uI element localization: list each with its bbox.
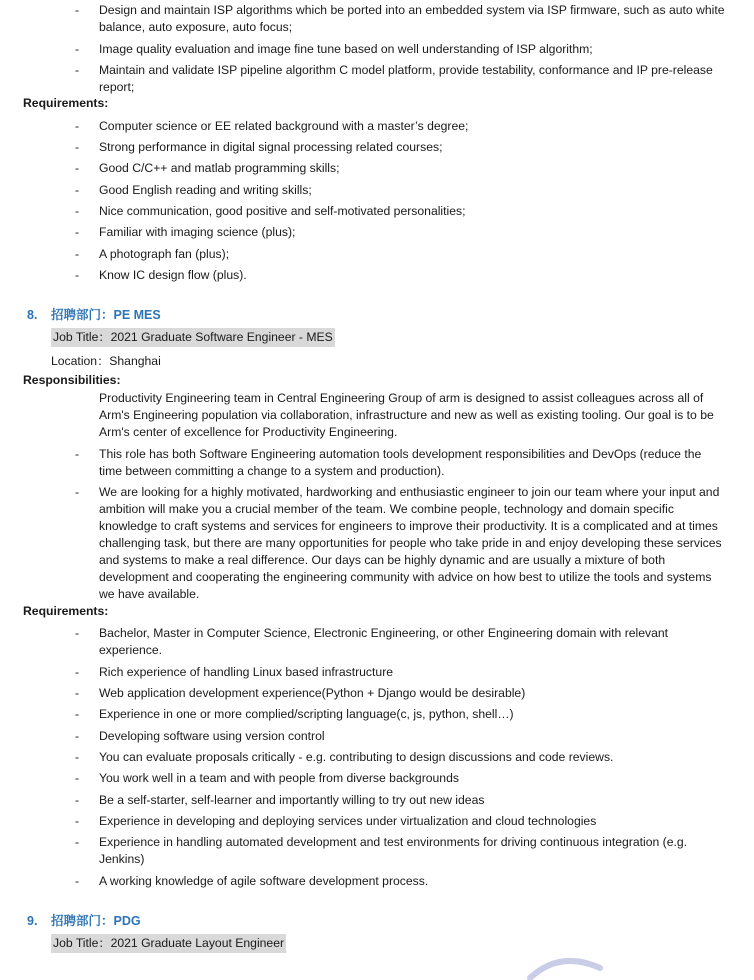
list-item: Know IC design flow (plus). <box>99 268 247 282</box>
bullet: - <box>75 686 80 700</box>
list-item: Design and maintain ISP algorithms which be ported into an embedded system via ISP firmware, such as auto white balance, auto exposure, auto focus; <box>99 3 725 34</box>
section-title: 招聘部门：PDG <box>51 914 141 928</box>
bullet: - <box>75 835 80 849</box>
bullet: - <box>75 793 80 807</box>
bullet: - <box>75 204 80 218</box>
list-item: Bachelor, Master in Computer Science, Electronic Engineering, or other Engineering domain with relevant experience. <box>99 626 669 657</box>
section-number: 8. <box>27 308 38 322</box>
section-number: 9. <box>27 914 38 928</box>
bullet: - <box>75 750 80 764</box>
section-title: 招聘部门：PE MES <box>51 308 161 322</box>
bullet: - <box>75 447 80 461</box>
list-item: Developing software using version control <box>99 729 325 743</box>
list-item: This role has both Software Engineering automation tools development responsibilities and DevOps (reduce the time between committing a change to a system and production). <box>99 447 702 478</box>
bullet: - <box>75 814 80 828</box>
list-item: We are looking for a highly motivated, hardworking and enthusiastic engineer to join our team where your input and ambition will make you a crucial member of the team. We combine people, technology and domain specific knowledge to craft systems and services for engineers to improve their productivity. It is a complicated and at times challenging task, but there are many opportunities for people who take pride in and enjoy developing these services and systems to make a real difference. Our days can be highly dynamic and are usually a mixture of both development and cooperating the engineering community with advice on how best to utilize the tools and systems we have available. <box>99 485 722 601</box>
bullet: - <box>75 665 80 679</box>
bullet: - <box>75 707 80 721</box>
list-item: Good English reading and writing skills; <box>99 183 312 197</box>
list-item: Web application development experience(Python + Django would be desirable) <box>99 686 526 700</box>
bullet: - <box>75 268 80 282</box>
list-item: You work well in a team and with people from diverse backgrounds <box>99 771 459 785</box>
section-heading-9 <box>27 911 141 929</box>
section-heading-8 <box>27 305 161 323</box>
job-title: Job Title：2021 Graduate Layout Engineer <box>51 934 286 953</box>
requirements-heading: Requirements: <box>23 96 109 110</box>
bullet: - <box>75 485 80 499</box>
list-item: Maintain and validate ISP pipeline algorithm C model platform, provide testability, conformance and IP pre-release report; <box>99 63 713 94</box>
requirements-heading: Requirements: <box>23 604 109 618</box>
responsibilities-intro: Productivity Engineering team in Central Engineering Group of arm is designed to assist colleagues across all of Arm's Engineering population via collaboration, infrastructure and new as well as existing tooling. Our goal is to be Arm's center of excellence for Productivity Engineering. <box>99 391 714 439</box>
bullet: - <box>75 63 80 77</box>
bullet: - <box>75 119 80 133</box>
bullet: - <box>75 729 80 743</box>
list-item: Experience in one or more complied/scripting language(c, js, python, shell…) <box>99 707 514 721</box>
bullet: - <box>75 140 80 154</box>
list-item: A photograph fan (plus); <box>99 247 230 261</box>
bullet: - <box>75 771 80 785</box>
list-item: Strong performance in digital signal processing related courses; <box>99 140 443 154</box>
list-item: Experience in developing and deploying services under virtualization and cloud technologies <box>99 814 597 828</box>
list-item: Be a self-starter, self-learner and importantly willing to try out new ideas <box>99 793 485 807</box>
list-item: You can evaluate proposals critically - e.g. contributing to design discussions and code reviews. <box>99 750 614 764</box>
bullet: - <box>75 247 80 261</box>
bullet: - <box>75 874 80 888</box>
bullet: - <box>75 3 80 17</box>
bullet: - <box>75 225 80 239</box>
watermark-swoosh-icon <box>520 950 610 980</box>
list-item: Good C/C++ and matlab programming skills; <box>99 161 340 175</box>
list-item: Rich experience of handling Linux based infrastructure <box>99 665 394 679</box>
list-item: Computer science or EE related background with a master’s degree; <box>99 119 469 133</box>
list-item: Nice communication, good positive and self-motivated personalities; <box>99 204 466 218</box>
bullet: - <box>75 42 80 56</box>
list-item: Image quality evaluation and image fine tune based on well understanding of ISP algorithm; <box>99 42 593 56</box>
bullet: - <box>75 183 80 197</box>
list-item: Familiar with imaging science (plus); <box>99 225 296 239</box>
list-item: A working knowledge of agile software development process. <box>99 874 429 888</box>
job-title: Job Title：2021 Graduate Software Engineer - MES <box>51 328 335 347</box>
responsibilities-heading: Responsibilities: <box>23 373 121 387</box>
bullet: - <box>75 161 80 175</box>
bullet: - <box>75 626 80 640</box>
location: Location：Shanghai <box>51 354 161 368</box>
list-item: Experience in handling automated development and test environments for driving continuous integration (e.g. Jenkins) <box>99 835 688 866</box>
